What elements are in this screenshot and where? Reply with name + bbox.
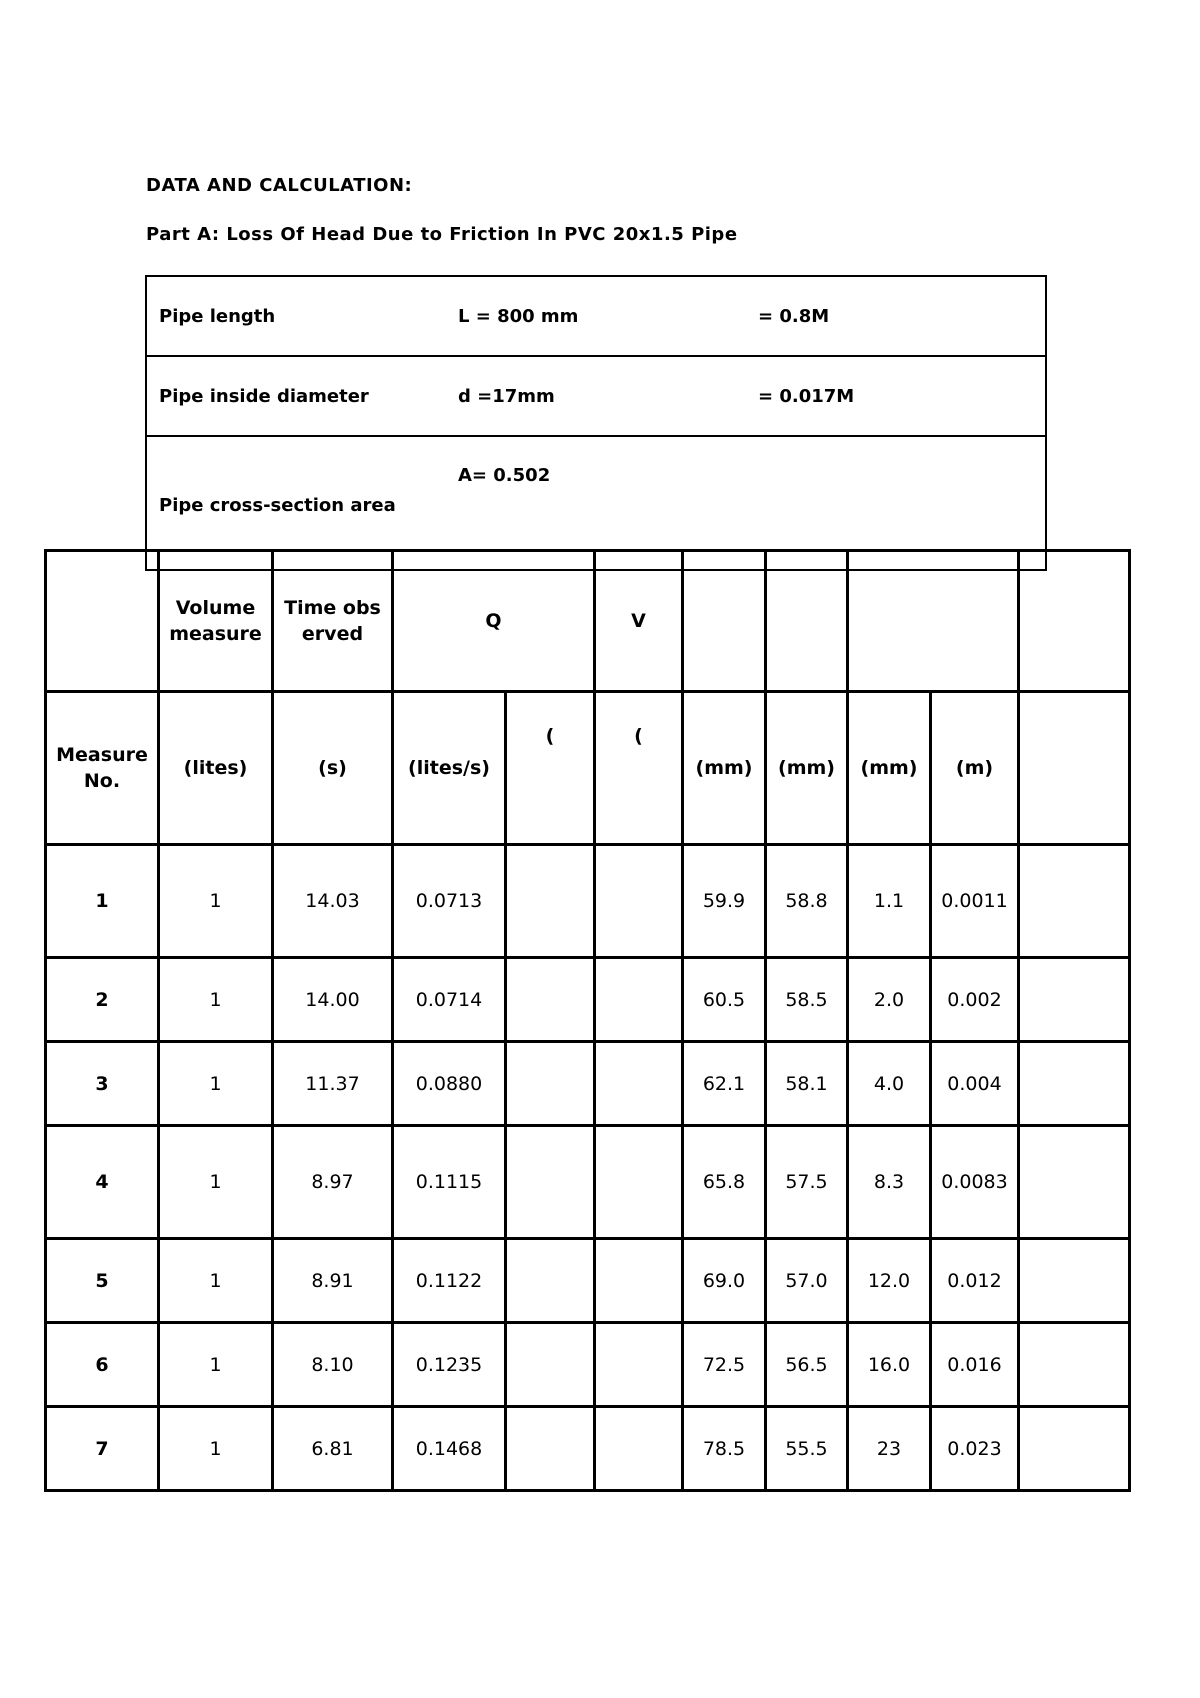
measure-no-cell: 5 [46, 1239, 159, 1323]
unit-time: (s) [273, 692, 393, 845]
h2-cell: 57.5 [766, 1126, 848, 1239]
head-loss-m-cell: 0.0083 [931, 1126, 1019, 1239]
unit-v: ( [595, 692, 683, 845]
q-alt-cell [506, 958, 595, 1042]
h1-cell: 62.1 [683, 1042, 766, 1126]
h1-cell: 72.5 [683, 1323, 766, 1407]
table-row [46, 1042, 1130, 1126]
q-alt-cell [506, 1126, 595, 1239]
velocity-cell [595, 1323, 683, 1407]
extra-cell [1019, 1407, 1130, 1491]
velocity-cell [595, 1126, 683, 1239]
h2-cell: 58.5 [766, 958, 848, 1042]
velocity-cell [595, 1239, 683, 1323]
unit-q-lites: (lites/s) [393, 692, 506, 845]
q-cell: 0.1122 [393, 1239, 506, 1323]
h1-cell: 59.9 [683, 845, 766, 958]
extra-cell [1019, 1323, 1130, 1407]
volume-cell: 1 [159, 1407, 273, 1491]
measure-no-cell: 1 [46, 845, 159, 958]
q-cell: 0.1115 [393, 1126, 506, 1239]
velocity-cell [595, 845, 683, 958]
extra-cell [1019, 1239, 1130, 1323]
volume-cell: 1 [159, 1239, 273, 1323]
head-loss-mm-cell: 4.0 [848, 1042, 931, 1126]
table-row [46, 958, 1130, 1042]
head-loss-m-cell: 0.004 [931, 1042, 1019, 1126]
volume-cell: 1 [159, 1323, 273, 1407]
head-loss-mm-cell: 1.1 [848, 845, 931, 958]
table-row [46, 1239, 1130, 1323]
q-alt-cell [506, 1323, 595, 1407]
header-h1 [683, 551, 766, 692]
head-loss-mm-cell: 12.0 [848, 1239, 931, 1323]
q-alt-cell [506, 1407, 595, 1491]
volume-cell: 1 [159, 1042, 273, 1126]
pipe-diameter-value: d =17mm [446, 356, 746, 436]
h2-cell: 56.5 [766, 1323, 848, 1407]
velocity-cell [595, 1042, 683, 1126]
measure-no-cell: 6 [46, 1323, 159, 1407]
time-cell: 8.97 [273, 1126, 393, 1239]
header-time: Time observed [273, 551, 393, 692]
measurement-table [44, 549, 1131, 1492]
table-row [46, 1407, 1130, 1491]
q-cell: 0.1468 [393, 1407, 506, 1491]
extra-cell [1019, 1126, 1130, 1239]
header-q: Q [393, 551, 595, 692]
q-cell: 0.0880 [393, 1042, 506, 1126]
data-rows [46, 845, 1130, 1491]
unit-dh-mm: (mm) [848, 692, 931, 845]
h2-cell: 58.8 [766, 845, 848, 958]
head-loss-mm-cell: 8.3 [848, 1126, 931, 1239]
header-blank-cell [46, 551, 159, 692]
measure-no-cell: 3 [46, 1042, 159, 1126]
q-alt-cell [506, 845, 595, 958]
header-extra [1019, 551, 1130, 692]
h1-cell: 60.5 [683, 958, 766, 1042]
h2-cell: 55.5 [766, 1407, 848, 1491]
head-loss-mm-cell: 23 [848, 1407, 931, 1491]
volume-cell: 1 [159, 1126, 273, 1239]
head-loss-mm-cell: 16.0 [848, 1323, 931, 1407]
velocity-cell [595, 1407, 683, 1491]
pipe-length-label: Pipe length [146, 276, 446, 356]
extra-cell [1019, 958, 1130, 1042]
pipe-area-label: Pipe cross-section area [146, 436, 446, 570]
header-h2 [766, 551, 848, 692]
unit-extra [1019, 692, 1130, 845]
header-row-1 [46, 551, 1130, 692]
part-title: Part A: Loss Of Head Due to Friction In PVC 20x1.5 Pipe [146, 224, 738, 245]
pipe-diameter-row [146, 356, 1046, 436]
pipe-diameter-converted: = 0.017M [746, 356, 1046, 436]
pipe-length-row [146, 276, 1046, 356]
pipe-length-converted: = 0.8M [746, 276, 1046, 356]
unit-h2: (mm) [766, 692, 848, 845]
h1-cell: 65.8 [683, 1126, 766, 1239]
pipe-diameter-label: Pipe inside diameter [146, 356, 446, 436]
head-loss-mm-cell: 2.0 [848, 958, 931, 1042]
unit-dh-m: (m) [931, 692, 1019, 845]
head-loss-m-cell: 0.023 [931, 1407, 1019, 1491]
header-volume: Volume measure [159, 551, 273, 692]
pipe-length-value: L = 800 mm [446, 276, 746, 356]
unit-h1: (mm) [683, 692, 766, 845]
extra-cell [1019, 1042, 1130, 1126]
h1-cell: 69.0 [683, 1239, 766, 1323]
q-alt-cell [506, 1042, 595, 1126]
time-cell: 8.10 [273, 1323, 393, 1407]
h2-cell: 57.0 [766, 1239, 848, 1323]
header-measure-no: Measure No. [46, 692, 159, 845]
h2-cell: 58.1 [766, 1042, 848, 1126]
time-cell: 8.91 [273, 1239, 393, 1323]
pipe-info-table [145, 275, 1047, 571]
header-v: V [595, 551, 683, 692]
extra-cell [1019, 845, 1130, 958]
head-loss-m-cell: 0.012 [931, 1239, 1019, 1323]
measure-no-cell: 7 [46, 1407, 159, 1491]
pipe-area-value: A= 0.502 [446, 436, 746, 570]
header-row-2 [46, 692, 1130, 845]
time-cell: 6.81 [273, 1407, 393, 1491]
section-heading: DATA AND CALCULATION: [146, 175, 413, 196]
q-alt-cell [506, 1239, 595, 1323]
q-cell: 0.0714 [393, 958, 506, 1042]
head-loss-m-cell: 0.002 [931, 958, 1019, 1042]
unit-q-alt: ( [506, 692, 595, 845]
measure-no-cell: 4 [46, 1126, 159, 1239]
head-loss-m-cell: 0.016 [931, 1323, 1019, 1407]
q-cell: 0.0713 [393, 845, 506, 958]
velocity-cell [595, 958, 683, 1042]
unit-volume: (lites) [159, 692, 273, 845]
time-cell: 14.03 [273, 845, 393, 958]
time-cell: 11.37 [273, 1042, 393, 1126]
table-row [46, 1323, 1130, 1407]
time-cell: 14.00 [273, 958, 393, 1042]
table-row [46, 845, 1130, 958]
header-head-loss [848, 551, 1019, 692]
measure-no-cell: 2 [46, 958, 159, 1042]
head-loss-m-cell: 0.0011 [931, 845, 1019, 958]
volume-cell: 1 [159, 958, 273, 1042]
h1-cell: 78.5 [683, 1407, 766, 1491]
q-cell: 0.1235 [393, 1323, 506, 1407]
table-row [46, 1126, 1130, 1239]
volume-cell: 1 [159, 845, 273, 958]
